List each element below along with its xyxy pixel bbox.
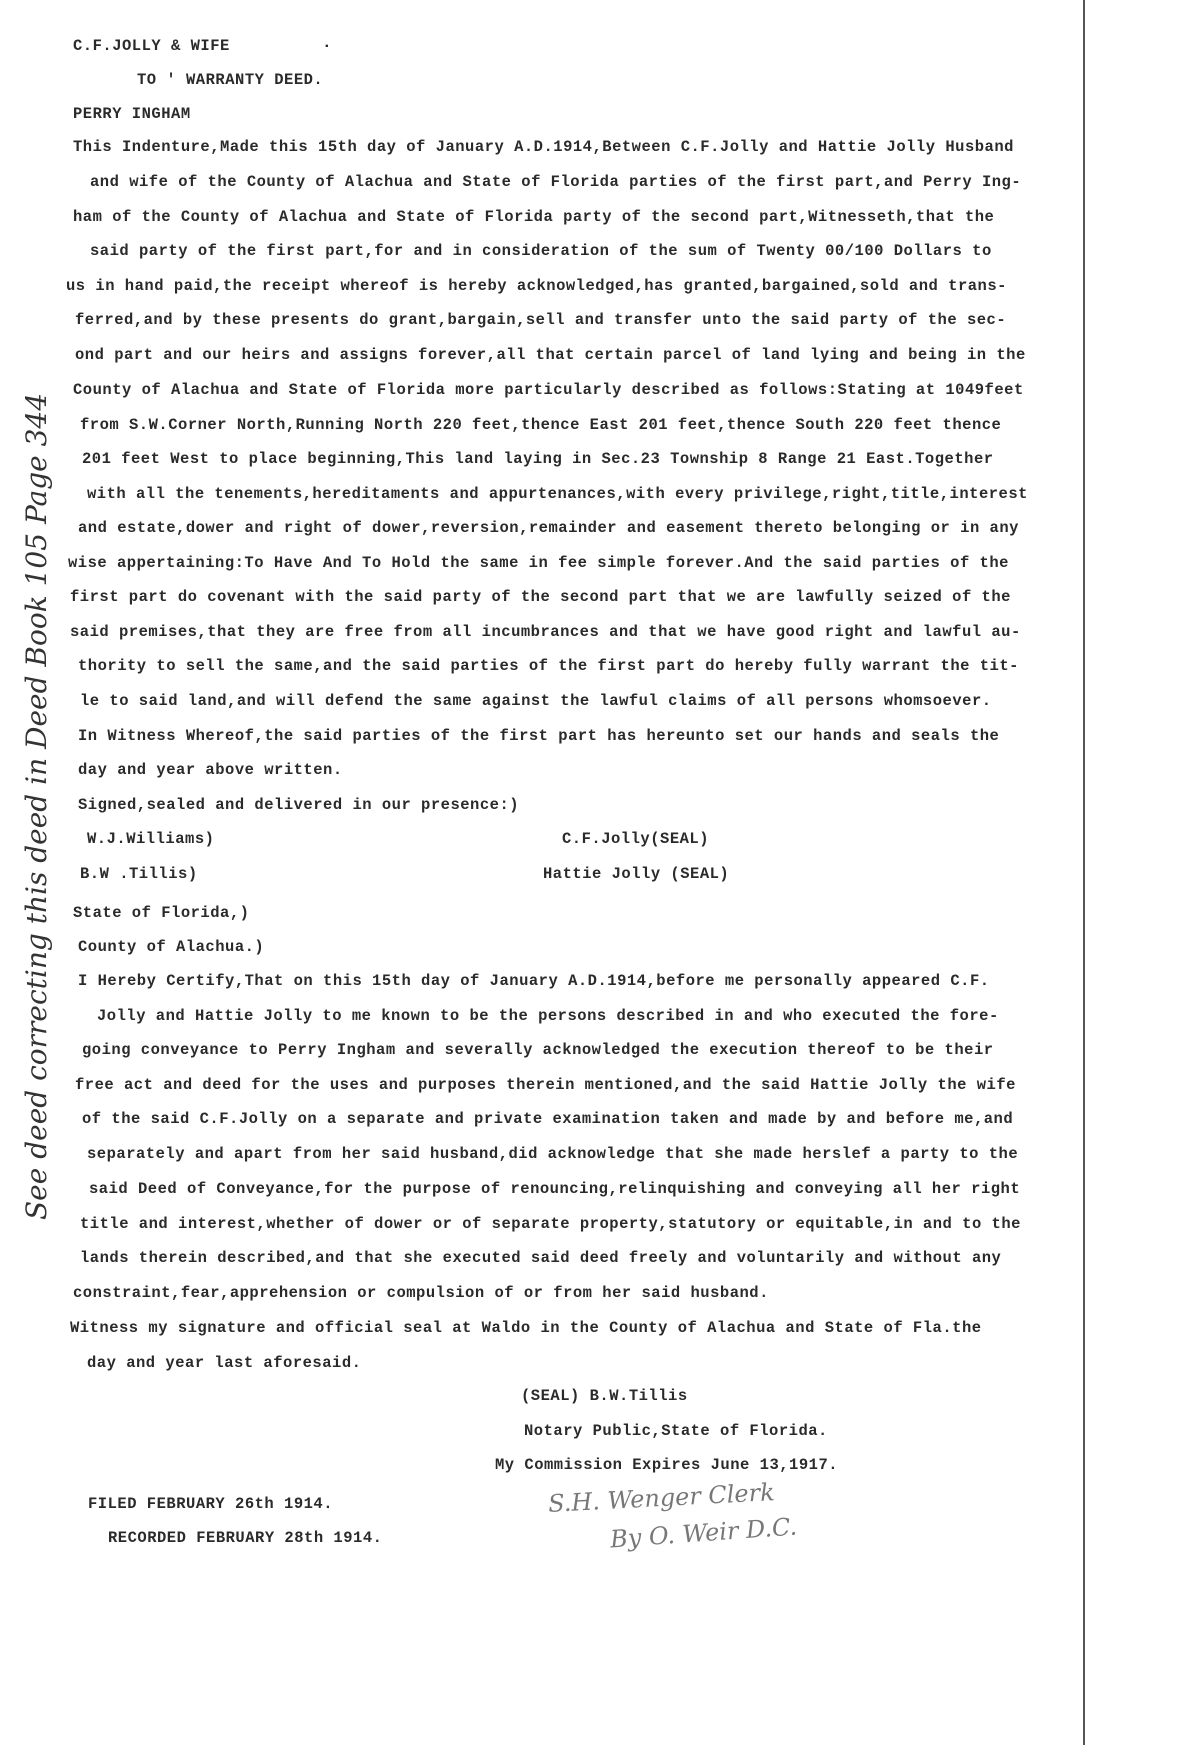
- ack-line: title and interest,whether of dower or of separate property,statutory or equitable,in and to the: [80, 1215, 1021, 1233]
- notary-title: Notary Public,State of Florida.: [524, 1422, 828, 1440]
- recorded-date: RECORDED FEBRUARY 28th 1914.: [108, 1529, 383, 1547]
- ack-line: lands therein described,and that she executed said deed freely and voluntarily and without any: [80, 1249, 1002, 1267]
- body-line: In Witness Whereof,the said parties of the first part has hereunto set our hands and seals the: [78, 727, 1000, 745]
- ack-line: constraint,fear,apprehension or compulsion of or from her said husband.: [73, 1284, 769, 1302]
- body-line: This Indenture,Made this 15th day of January A.D.1914,Between C.F.Jolly and Hattie Jolly Husband: [73, 138, 1014, 156]
- header-grantor: C.F.JOLLY & WIFE: [73, 37, 230, 55]
- venue-state: State of Florida,): [73, 904, 250, 922]
- body-line: ond part and our heirs and assigns forever,all that certain parcel of land lying and being in the: [75, 346, 1026, 364]
- body-line: Signed,sealed and delivered in our presence:): [78, 796, 520, 814]
- ack-line: Jolly and Hattie Jolly to me known to be the persons described in and who executed the fore-: [97, 1007, 999, 1025]
- ack-line: day and year last aforesaid.: [87, 1354, 362, 1372]
- body-line: us in hand paid,the receipt whereof is hereby acknowledged,has granted,bargained,sold and trans-: [66, 277, 1007, 295]
- body-line: wise appertaining:To Have And To Hold the same in fee simple forever.And the said parties of the: [68, 554, 1009, 572]
- deputy-clerk-signature: By O. Weir D.C.: [609, 1512, 798, 1554]
- venue-county: County of Alachua.): [78, 938, 265, 956]
- ack-line: going conveyance to Perry Ingham and severally acknowledged the execution thereof to be their: [82, 1041, 994, 1059]
- clerk-signature: S.H. Wenger Clerk: [547, 1478, 776, 1518]
- body-line: ferred,and by these presents do grant,bargain,sell and transfer unto the said party of the sec-: [75, 311, 1007, 329]
- header-grantee: PERRY INGHAM: [73, 105, 191, 123]
- grantor-signature: Hattie Jolly (SEAL): [543, 865, 730, 883]
- body-line: with all the tenements,hereditaments and appurtenances,with every privilege,right,title,interest: [87, 485, 1028, 503]
- body-line: and wife of the County of Alachua and State of Florida parties of the first part,and Perry Ing-: [90, 173, 1022, 191]
- body-line: County of Alachua and State of Florida more particularly described as follows:Stating at 1049feet: [73, 381, 1024, 399]
- body-line: and estate,dower and right of dower,reversion,remainder and easement thereto belonging or in any: [78, 519, 1019, 537]
- body-line: said premises,that they are free from all incumbrances and that we have good right and lawful au-: [70, 623, 1021, 641]
- ack-line: I Hereby Certify,That on this 15th day of January A.D.1914,before me personally appeared C.F.: [78, 972, 990, 990]
- grantor-signature: C.F.Jolly(SEAL): [562, 830, 710, 848]
- witness-name: W.J.Williams): [87, 830, 215, 848]
- ack-line: of the said C.F.Jolly on a separate and private examination taken and made by and before me,and: [82, 1110, 1014, 1128]
- page-edge-line: [1083, 0, 1085, 1745]
- body-line: thority to sell the same,and the said parties of the first part do hereby fully warrant the tit-: [78, 657, 1019, 675]
- body-line: day and year above written.: [78, 761, 343, 779]
- ack-line: Witness my signature and official seal at Waldo in the County of Alachua and State of Fla.the: [70, 1319, 982, 1337]
- body-line: first part do covenant with the said party of the second part that we are lawfully seized of the: [70, 588, 1011, 606]
- notary-commission: My Commission Expires June 13,1917.: [495, 1456, 839, 1474]
- ack-line: separately and apart from her said husband,did acknowledge that she made herslef a party to the: [87, 1145, 1019, 1163]
- body-line: le to said land,and will defend the same against the lawful claims of all persons whomsoever.: [80, 692, 992, 710]
- notary-seal-name: (SEAL) B.W.Tillis: [521, 1387, 688, 1405]
- ack-line: said Deed of Conveyance,for the purpose of renouncing,relinquishing and conveying all her right: [89, 1180, 1021, 1198]
- witness-name: B.W .Tillis): [80, 865, 198, 883]
- body-line: 201 feet West to place beginning,This land laying in Sec.23 Township 8 Range 21 East.Together: [82, 450, 994, 468]
- header-doc-type: TO ' WARRANTY DEED.: [137, 71, 324, 89]
- margin-handwritten-note: See deed correcting this deed in Deed Book 105 Page 344: [20, 392, 53, 1220]
- filed-date: FILED FEBRUARY 26th 1914.: [88, 1495, 334, 1513]
- stray-mark: .: [322, 34, 332, 52]
- body-line: said party of the first part,for and in consideration of the sum of Twenty 00/100 Dollars to: [90, 242, 992, 260]
- ack-line: free act and deed for the uses and purposes therein mentioned,and the said Hattie Jolly the wife: [75, 1076, 1016, 1094]
- body-line: ham of the County of Alachua and State of Florida party of the second part,Witnesseth,that the: [73, 208, 995, 226]
- body-line: from S.W.Corner North,Running North 220 feet,thence East 201 feet,thence South 220 feet thence: [80, 416, 1002, 434]
